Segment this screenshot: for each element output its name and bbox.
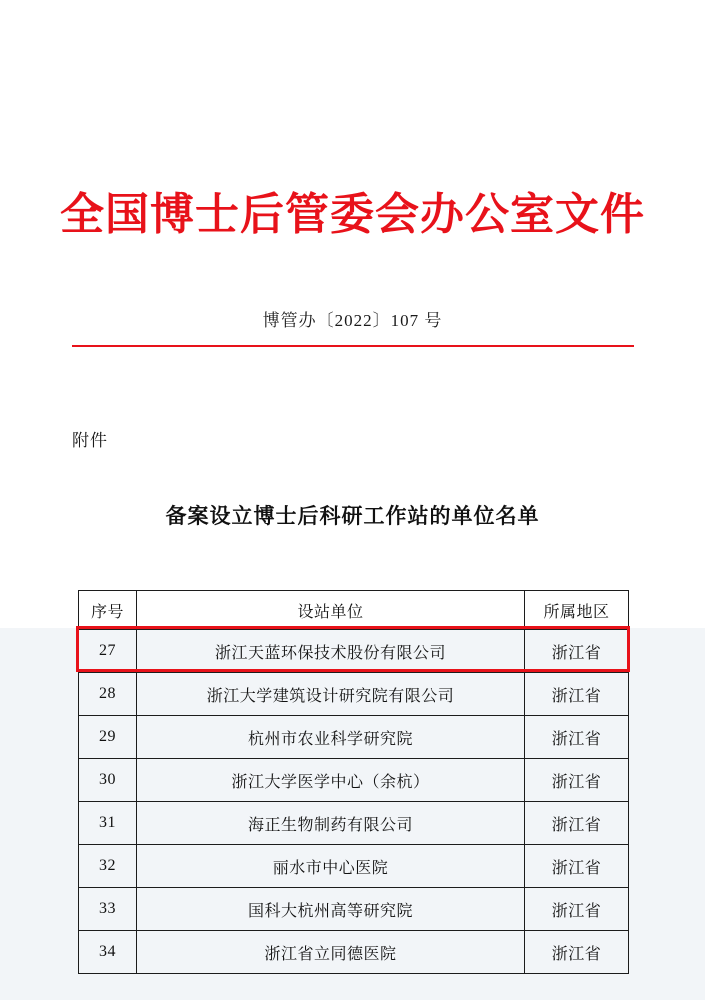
unit-list-table (78, 590, 629, 974)
column-header-index: 序号 (79, 591, 137, 630)
cell-region: 浙江省 (525, 931, 629, 974)
table-row (79, 802, 629, 845)
cell-unit-name: 丽水市中心医院 (137, 845, 525, 888)
cell-index: 27 (79, 630, 137, 673)
table-row (79, 931, 629, 974)
table-row (79, 630, 629, 673)
table-row (79, 759, 629, 802)
cell-unit-name: 海正生物制药有限公司 (137, 802, 525, 845)
cell-index: 28 (79, 673, 137, 716)
document-title: 全国博士后管委会办公室文件 (60, 190, 645, 239)
cell-unit-name: 浙江省立同德医院 (137, 931, 525, 974)
column-header-unit: 设站单位 (137, 591, 525, 630)
list-title: 备案设立博士后科研工作站的单位名单 (165, 504, 540, 528)
cell-index: 30 (79, 759, 137, 802)
red-divider-rule (72, 345, 634, 347)
cell-unit-name: 浙江天蓝环保技术股份有限公司 (137, 630, 525, 673)
document-number: 博管办〔2022〕107 号 (262, 311, 443, 330)
cell-unit-name: 杭州市农业科学研究院 (137, 716, 525, 759)
cell-index: 29 (79, 716, 137, 759)
table-header (79, 591, 629, 630)
table-row (79, 845, 629, 888)
cell-unit-name: 浙江大学医学中心（余杭） (137, 759, 525, 802)
table-row (79, 888, 629, 931)
column-header-region: 所属地区 (525, 591, 629, 630)
attachment-label: 附件 (72, 431, 108, 450)
cell-index: 31 (79, 802, 137, 845)
cell-region: 浙江省 (525, 630, 629, 673)
table-row (79, 716, 629, 759)
cell-region: 浙江省 (525, 845, 629, 888)
unit-list-table-wrapper (78, 590, 628, 974)
cell-region: 浙江省 (525, 888, 629, 931)
cell-index: 33 (79, 888, 137, 931)
cell-region: 浙江省 (525, 802, 629, 845)
table-body (79, 630, 629, 974)
cell-region: 浙江省 (525, 673, 629, 716)
cell-unit-name: 浙江大学建筑设计研究院有限公司 (137, 673, 525, 716)
cell-region: 浙江省 (525, 716, 629, 759)
cell-index: 32 (79, 845, 137, 888)
cell-index: 34 (79, 931, 137, 974)
table-header-row (79, 591, 629, 630)
cell-unit-name: 国科大杭州高等研究院 (137, 888, 525, 931)
table-row (79, 673, 629, 716)
cell-region: 浙江省 (525, 759, 629, 802)
